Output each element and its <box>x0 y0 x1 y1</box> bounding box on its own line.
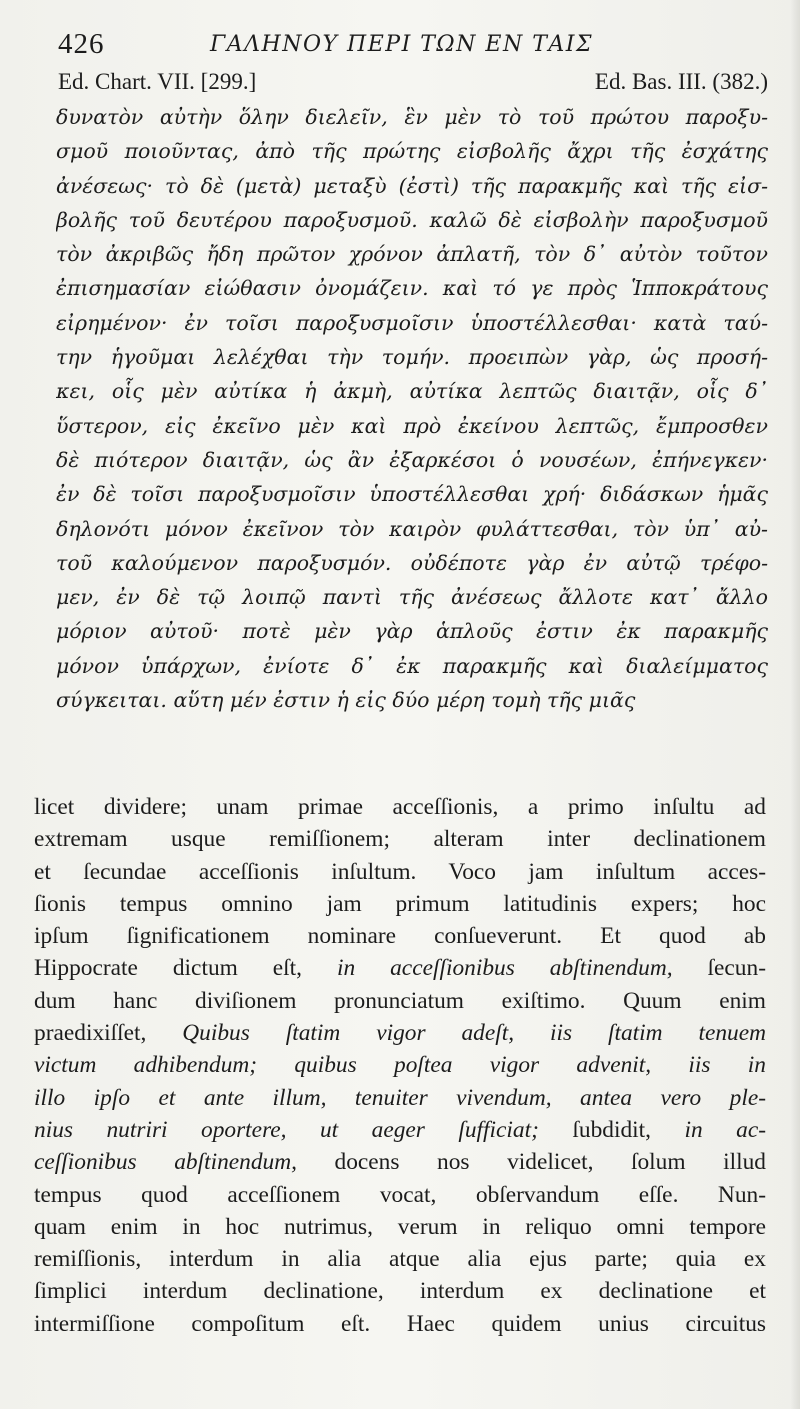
latin-text-segment: intermiſſione compoſitum eſt. Haec quidem unius circuitus <box>34 1310 766 1337</box>
latin-text-line <box>34 952 766 984</box>
page-edge-shadow <box>790 0 800 1409</box>
latin-text-line <box>34 1243 766 1275</box>
latin-text-segment: ſionis tempus omnino jam primum latitudinis expers; hoc <box>34 890 766 917</box>
latin-text-line <box>34 1114 766 1146</box>
latin-quotation-segment: ceſſionibus abſtinendum, <box>34 1149 297 1176</box>
latin-text-segment: licet dividere; unam primae acceſſionis, a primo inſultu ad <box>34 794 766 820</box>
latin-text-line <box>34 1179 766 1211</box>
greek-text-block <box>56 100 768 717</box>
latin-text-segment: ſimplici interdum declinatione, interdum ex declinatione et <box>34 1278 766 1305</box>
page-number: 426 <box>58 28 105 60</box>
latin-text-line <box>34 888 766 920</box>
latin-text-line <box>34 985 766 1017</box>
latin-text-segment: praedixiſſet, <box>34 1020 183 1047</box>
greek-text-line: τὸν ἀκριβῶς ἤδη πρῶτον χρόνον ἀπλατῆ, τὸν δ᾽ αὐτὸν τοῦτον <box>56 242 768 267</box>
greek-text-line: τοῦ καλούμενον παροξυσμόν. οὐδέποτε γὰρ ἐν αὐτῷ τρέφο- <box>56 550 768 575</box>
edition-basel-reference: Ed. Bas. III. (382.) <box>594 69 768 94</box>
latin-text-line <box>34 920 766 952</box>
greek-text-line: σμοῦ ποιοῦντας, ἀπὸ τῆς πρώτης εἰσβολῆς ἄχρι τῆς ἐσχάτης <box>56 139 768 164</box>
latin-text-segment: ſubdidit, <box>538 1116 685 1143</box>
latin-text-line <box>34 1146 766 1178</box>
greek-text-line: μόνον ὑπάρχων, ἐνίοτε δ᾽ ἐκ παρακμῆς καὶ διαλείμματος <box>56 653 768 678</box>
greek-text-line: δηλονότι μόνον ἐκεῖνον τὸν καιρὸν φυλάττεσθαι, τὸν ὑπ᾽ αὐ- <box>56 516 768 541</box>
latin-text-line <box>34 791 766 823</box>
latin-text-segment: quam enim in hoc nutrimus, verum in reliquo omni tempore <box>34 1213 766 1240</box>
greek-text-line: δυνατὸν αὐτὴν ὅλην διελεῖν, ἓν μὲν τὸ τοῦ πρώτου παροξυ- <box>56 105 768 129</box>
latin-text-line <box>34 1275 766 1307</box>
latin-translation-block <box>34 791 766 1340</box>
greek-text-line: βολῆς τοῦ δευτέρου παροξυσμοῦ. καλῶ δὲ εἰσβολὴν παροξυσμοῦ <box>56 207 768 232</box>
greek-text-line: ἐν δὲ τοῖσι παροξυσμοῖσιν ὑποστέλλεσθαι χρή· διδάσκων ἡμᾶς <box>56 482 768 507</box>
latin-quotation-segment: victum adhibendum; quibus poſtea vigor advenit, iis in <box>34 1052 766 1079</box>
latin-text-segment: dum hanc diviſionem pronunciatum exiſtimo. Quum enim <box>34 987 766 1014</box>
latin-text-segment: remiſſionis, interdum in alia atque alia ejus parte; quia ex <box>34 1246 766 1273</box>
greek-text-line: εἰρημένον· ἐν τοῖσι παροξυσμοῖσιν ὑποστέλλεσθαι· κατὰ ταύ- <box>56 310 768 335</box>
edition-chart-reference: Ed. Chart. VII. [299.] <box>58 69 257 94</box>
latin-text-segment: docens nos videlicet, ſolum illud <box>296 1149 766 1176</box>
latin-text-segment: tempus quod acceſſionem vocat, obſervandum eſſe. Nun- <box>34 1181 766 1208</box>
latin-text-segment: ſecun- <box>672 955 766 982</box>
greek-text-line: ἐπισημασίαν εἰώθασιν ὀνομάζειν. καὶ τό γε πρὸς Ἱπποκράτους <box>56 276 768 301</box>
latin-text-segment: et ſecundae acceſſionis inſultum. Voco jam inſultum acces- <box>34 858 766 885</box>
latin-text-segment: extremam usque remiſſionem; alteram inter declinationem <box>34 826 766 853</box>
running-title: ΓΑΛΗΝΟΥ ΠΕΡΙ ΤΩΝ ΕΝ ΤΑΙΣ <box>210 32 594 57</box>
greek-text-line: μόριον αὐτοῦ· ποτὲ μὲν γὰρ ἁπλοῦς ἐστιν ἐκ παρακμῆς <box>56 619 768 644</box>
latin-quotation-segment: illo ipſo et ante illum, tenuiter vivendum, antea vero ple- <box>34 1084 766 1111</box>
greek-text-line: σύγκειται. αὕτη μέν ἐστιν ἡ εἰς δύο μέρη τομὴ τῆς μιᾶς <box>56 688 636 713</box>
latin-text-line <box>34 1211 766 1243</box>
latin-text-line <box>34 1082 766 1114</box>
latin-quotation-segment: in ac- <box>684 1116 766 1143</box>
latin-text-line <box>34 1049 766 1081</box>
latin-text-line <box>34 1308 766 1340</box>
latin-text-segment: Hippocrate dictum eſt, <box>34 955 337 982</box>
latin-quotation-segment: nius nutriri oportere, ut aeger ſufficiat; <box>34 1116 539 1143</box>
greek-text-line: ἀνέσεως· τὸ δὲ (μετὰ) μεταξὺ (ἐστὶ) τῆς παρακμῆς καὶ τῆς εἰσ- <box>56 173 768 198</box>
latin-text-line <box>34 823 766 855</box>
latin-text-line <box>34 1017 766 1049</box>
latin-text-segment: ipſum ſignificationem nominare conſueverunt. Et quod ab <box>34 923 766 950</box>
greek-text-line: μεν, ἐν δὲ τῷ λοιπῷ παντὶ τῆς ἀνέσεως ἄλλοτε κατ᾽ ἄλλο <box>56 585 768 610</box>
greek-text-line: την ἡγοῦμαι λελέχθαι τὴν τομήν. προειπὼν γὰρ, ὡς προσή- <box>56 345 768 370</box>
page-header <box>58 28 748 64</box>
latin-quotation-segment: Quibus ſtatim vigor adeſt, iis ſtatim tenuem <box>182 1020 766 1047</box>
latin-quotation-segment: in acceſſionibus abſtinendum, <box>336 955 673 982</box>
greek-text-line: ὕστερον, εἰς ἐκεῖνο μὲν καὶ πρὸ ἐκείνου λεπτῶς, ἔμπροσθεν <box>56 413 768 438</box>
greek-text-line: δὲ πιότερον διαιτᾷν, ὡς ἂν ἐξαρκέσοι ὁ νουσέων, ἐπήνεγκεν· <box>56 447 768 472</box>
latin-text-line <box>34 856 766 888</box>
greek-text-line: κει, οἷς μὲν αὐτίκα ἡ ἀκμὴ, αὐτίκα λεπτῶς διαιτᾷν, οἷς δ᾽ <box>56 379 768 404</box>
edition-references <box>58 69 768 97</box>
